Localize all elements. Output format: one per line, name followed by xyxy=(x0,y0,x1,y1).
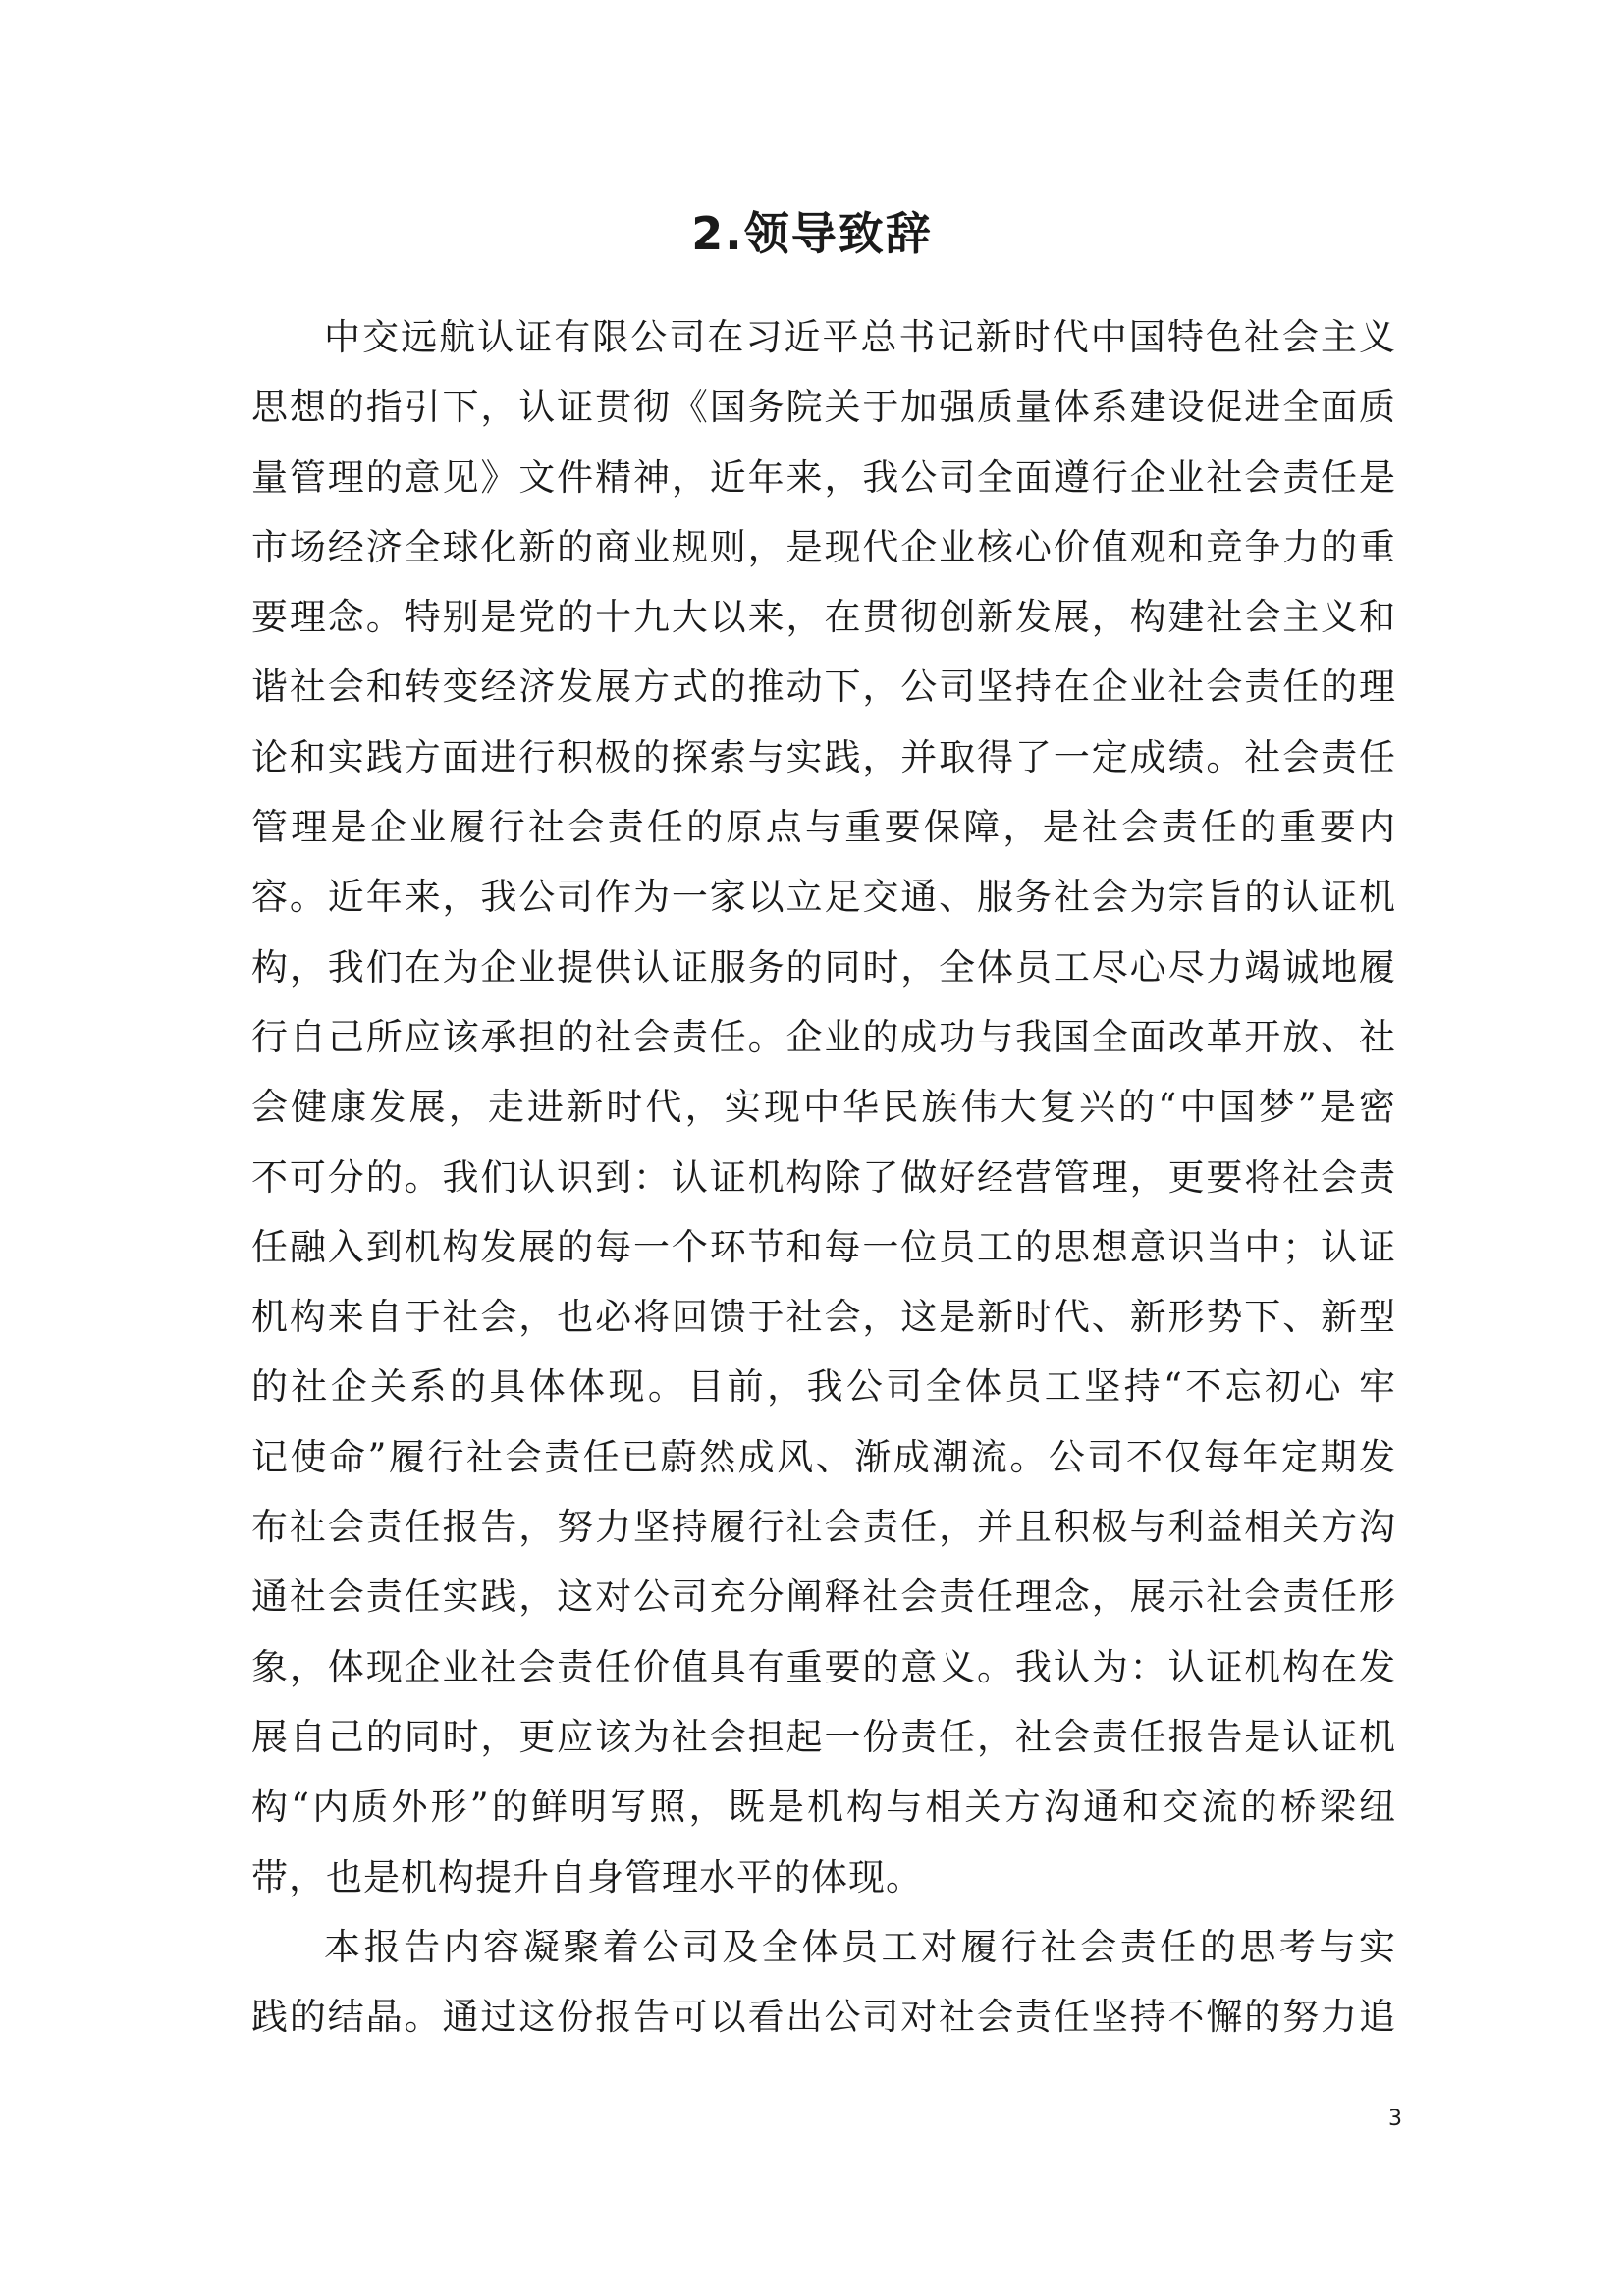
paragraph-1-line-17: 记使命”履行社会责任已蔚然成风、渐成潮流。公司不仅每年定期发 xyxy=(251,1435,1396,1478)
paragraph-1-line-6: 谐社会和转变经济发展方式的推动下，公司坚持在企业社会责任的理 xyxy=(251,666,1396,709)
paragraph-2-line-1: 本报告内容凝聚着公司及全体员工对履行社会责任的思考与实 xyxy=(324,1925,1396,1968)
page-title: 2.领导致辞 xyxy=(691,207,933,260)
paragraph-1-line-8: 管理是企业履行社会责任的原点与重要保障，是社会责任的重要内 xyxy=(251,806,1396,849)
paragraph-1-line-23: 带，也是机构提升自身管理水平的体现。 xyxy=(251,1855,923,1898)
paragraph-2-line-2: 践的结晶。通过这份报告可以看出公司对社会责任坚持不懈的努力追 xyxy=(251,1996,1396,2039)
paragraph-1-line-15: 机构来自于社会，也必将回馈于社会，这是新时代、新形势下、新型 xyxy=(251,1296,1396,1339)
paragraph-1-line-13: 不可分的。我们认识到：认证机构除了做好经营管理，更要将社会责 xyxy=(251,1155,1396,1199)
paragraph-1-line-5: 要理念。特别是党的十九大以来，在贯彻创新发展，构建社会主义和 xyxy=(251,596,1396,639)
paragraph-1-line-2: 思想的指引下，认证贯彻《国务院关于加强质量体系建设促进全面质 xyxy=(251,386,1396,429)
paragraph-1-line-7: 论和实践方面进行积极的探索与实践，并取得了一定成绩。社会责任 xyxy=(251,735,1396,778)
paragraph-1-line-1: 中交远航认证有限公司在习近平总书记新时代中国特色社会主义 xyxy=(324,316,1396,358)
paragraph-1-line-18: 布社会责任报告，努力坚持履行社会责任，并且积极与利益相关方沟 xyxy=(251,1506,1396,1549)
paragraph-1-line-22: 构“内质外形”的鲜明写照，既是机构与相关方沟通和交流的桥梁纽 xyxy=(251,1786,1396,1829)
paragraph-1-line-20: 象，体现企业社会责任价值具有重要的意义。我认为：认证机构在发 xyxy=(251,1645,1396,1688)
paragraph-1-line-16: 的社企关系的具体体现。目前，我公司全体员工坚持“不忘初心 牢 xyxy=(251,1365,1396,1409)
paragraph-1-line-21: 展自己的同时，更应该为社会担起一份责任，社会责任报告是认证机 xyxy=(251,1715,1396,1758)
paragraph-1-line-3: 量管理的意见》文件精神，近年来，我公司全面遵行企业社会责任是 xyxy=(251,455,1396,499)
paragraph-1-line-10: 构，我们在为企业提供认证服务的同时，全体员工尽心尽力竭诚地履 xyxy=(251,945,1396,988)
paragraph-1-line-4: 市场经济全球化新的商业规则，是现代企业核心价值观和竞争力的重 xyxy=(251,525,1396,568)
paragraph-1-line-11: 行自己所应该承担的社会责任。企业的成功与我国全面改革开放、社 xyxy=(251,1015,1396,1058)
paragraph-1-line-9: 容。近年来，我公司作为一家以立足交通、服务社会为宗旨的认证机 xyxy=(251,876,1396,919)
paragraph-1-line-12: 会健康发展，走进新时代，实现中华民族伟大复兴的“中国梦”是密 xyxy=(251,1086,1396,1129)
page-number: 3 xyxy=(1388,2107,1402,2131)
paragraph-1-line-14: 任融入到机构发展的每一个环节和每一位员工的思想意识当中；认证 xyxy=(251,1225,1396,1268)
paragraph-1-line-19: 通社会责任实践，这对公司充分阐释社会责任理念，展示社会责任形 xyxy=(251,1575,1396,1619)
body-text xyxy=(251,302,1396,2052)
